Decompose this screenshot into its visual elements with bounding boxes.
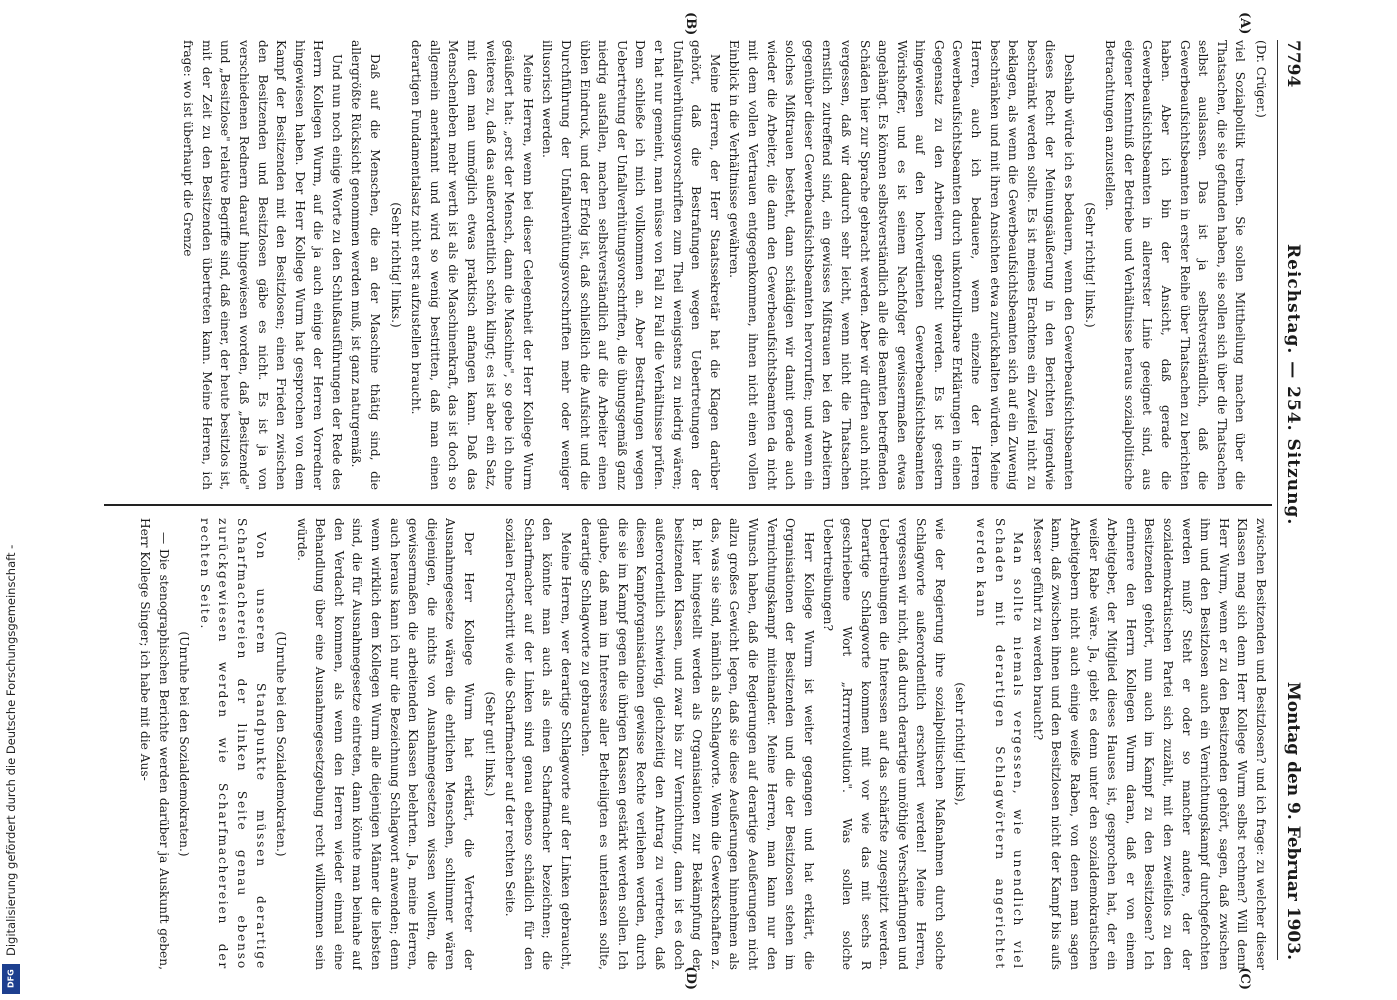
- paragraph: Und nun noch einige Worte zu den Schlußausführungen der Rede des Herrn Kollegen Wurm, auf die ja auch einige der Herren Vorredner hingewiesen haben. Der Herr Kollege Wurm hat gesprochen von dem Kampf der Besitzenden mit den Besitzlosen; einen Frieden zwischen den Besitzenden und Besitzlosen gäbe es nicht. Es ist ja von verschiedenen Rednern darauf hingewiesen worden, daß „Besitzende" und „Besitzlose" relative Begriffe sind, daß einer, der heute besitzlos ist, mit der Zeit zu den Besitzenden übertreten kann. Meine Herren, ich frage: wo ist überhaupt die Grenze: [181, 40, 344, 490]
- paragraph: Herr Kollege Wurm ist weiter gegangen und hat erklärt, die Organisationen der Besitzenden und die der Besitzlosen stehen im Vernichtungskampf miteinander. Meine Herren, man kann nur den Wunsch haben, daß die Regierungen auf derartige Aeußerungen nicht allzu großes Gewicht legen, daß sie diese Aeußerungen hinnehmen als das, was sie sind, nämlich als Schlagworte. Wenn die Gewerkschaften z. B. hier hingestellt werden als Organisationen zur Bekämpfung der besitzenden Klassen, und zwar bis zur Vernichtung, dann ist es doch außerordentlich schwierig, gleichzeitig den Antrag zu vertreten, daß diesen Kampforganisationen gewisse Rechte verliehen werden, durch die sie im Kampf gegen die übrigen Klassen gestärkt werden sollen. Ich glaube, daß man im Interesse aller Betheiligten es unterlassen sollte, derartige Schlagworte zu gebrauchen.: [578, 518, 816, 970]
- paragraph: Daß auf die Menschen, die an der Maschine thätig sind, die allergrößte Rücksicht genommen werden muß, ist ganz naturgemäß.: [349, 40, 383, 490]
- column-divider: [104, 504, 1272, 506]
- dfg-logo: DFG: [2, 964, 20, 994]
- interjection: (sehr richtig! links),: [953, 682, 968, 806]
- interjection: (Sehr richtig! links.): [388, 202, 403, 328]
- paragraph: Meine Herren, der Herr Staatssekretär hat die Klagen darüber gehört, daß die Bestrafungen wegen Uebertretungen der Unfallverhütungsvorschriften zum Theil wenigstens zu niedrig wären; er hat nur gemeint, man müsse von Fall zu Fall die Verhältnisse prüfen. Dem schließe ich mich vollkommen an. Aber Bestrafungen wegen Uebertretung der Unfallverhütungsvorschriften, die übungsgemäß ganz niedrig ausfallen, machen selbstverständlich auf die Arbeiter einen üblen Eindruck, und der Erfolg ist, daß schließlich die Aufsicht und die Durchführung der Unfallverhütungsvorschriften mehr oder weniger illusorisch werden.: [540, 40, 722, 490]
- margin-marker-a: (A): [1237, 12, 1252, 35]
- paragraph: viel Sozialpolitik treiben. Sie sollen Mittheilung machen über die Thatsachen, die sie gefunden haben, sie sollen sich über die Thatsachen selbst auslassen. Das ist ja selbstverständlich, daß die Gewerbeaufsichtsbeamten in erster Reihe über Thatsachen zu berichten haben. Aber ich bin der Ansicht, daß gerade die Gewerbeaufsichtsbeamten in allererster Linie geeignet sind, aus eigener Kenntniß der Betriebe und Verhältnisse heraus sozialpolitische Betrachtungen anzustellen.: [1103, 40, 1248, 490]
- interjection: (Sehr gut! links.): [482, 691, 497, 797]
- paragraph: — Die stenographischen Berichte werden darüber ja Auskunft geben, Herr Kollege Singer; ich habe mit die Aus-: [137, 518, 171, 970]
- margin-marker-b: (B): [683, 12, 698, 36]
- paragraph: Meine Herren, wenn bei dieser Gelegenheit der Herr Kollege Wurm geäußert hat: „erst der Mensch, dann die Maschine", so gebe ich ohne weiteres zu, daß das außerordentlich schön klingt; es ist aber ein Satz, mit dem man unmöglich etwas praktisch anfangen kann. Daß das Menschenleben mehr werth ist als die Maschinenkraft, das ist doch so allgemein anerkannt und wird so wenig bestritten, daß man einen derartigen Fundamentalsatz nicht erst aufzustellen braucht.: [409, 40, 535, 490]
- interjection: (Sehr richtig! links.): [1082, 202, 1097, 328]
- page-content: [104, 12, 1308, 990]
- session-title: Reichstag. — 254. Sitzung.: [1283, 243, 1303, 526]
- paragraph: Von unserem Standpunkte müssen derartige Scharfmachereien der linken Seite genau ebenso zurückgewiesen werden wie Scharfmachereien der rechten Seite.: [197, 518, 268, 970]
- speaker-name: (Dr. Crüger.): [1254, 40, 1268, 118]
- scanned-page: [86, 0, 1326, 1000]
- session-date: Montag den 9. Februar 1903.: [1283, 681, 1303, 960]
- paragraph: Deshalb würde ich es bedauern, wenn den Gewerbeaufsichtsbeamten dieses Recht der Meinungsäußerung in den Berichten irgendwie beschränkt werden sollte. Es ist meines Erachtens ein Zweifel nicht zu beklagen, als wenn die Gewerbeaufsichtsbeamten sich auf ein Zuwenig beschränken und mit ihren Ansichten etwa zurückhalten würden. Meine Herren, auch ich bedauere, wenn einzelne der Herren Gewerbeaufsichtsbeamten durch unkontrollirbare Erklärungen in einen Gegensatz zu den Arbeitern gebracht werden. Es ist gestern hingewiesen auf den hochverdienten Gewerbeaufsichtsbeamten Wörishoffer, und es ist seinem Nachfolger gewissermaßen etwas angehängt. Es können selbstverständlich alle die Beamten betreffenden Schäden hier zur Sprache gebracht werden. Aber wir dürfen auch nicht vergessen, daß wir dadurch sehr leicht, wenn nicht die Thatsachen ernstlich zutreffend sind, ein gewisses Mißtrauen bei den Arbeitern gegenüber dieser Gewerbeaufsichtsbeamten hervorrufen; und wenn ein solches Mißtrauen besteht, dann schädigen wir damit gerade auch wieder die Arbeiter, die dann den Gewerbeaufsichtsbeamten da nicht mit dem vollen Vertrauen entgegenkommen, ihnen nicht einen vollen Einblick in die Verhältnisse gewähren.: [727, 40, 1077, 490]
- paragraph: Meine Herren, wer derartige Schlagworte auf der Linken gebraucht, den könnte man auch als einen Scharfmacher bezeichnen; die Scharfmacher auf der Linken sind genau ebenso schädlich für den sozialen Fortschritt wie die Scharfmacher auf der rechten Seite.: [503, 518, 574, 970]
- paragraph: Man sollte niemals vergessen, wie unendlich viel Schaden mit derartigen Schlagwörtern angerichtet werden kann: [974, 518, 1026, 970]
- left-column: [104, 40, 1270, 490]
- interjection: (Unruhe bei den Sozialdemokraten.): [274, 631, 289, 857]
- digitization-credit-strip: [0, 0, 22, 1000]
- page-header: [1277, 40, 1308, 960]
- paragraph: wie der Regierung ihre sozialpolitischen Maßnahmen durch solche Schlagworte außerordentlich erschwert werden! Meine Herren, vergessen wir nicht, daß durch derartige unnöthige Verschärfungen und Uebertreibungen die Interessen auf das schärfste zugespitzt werden. Derartige Schlagworte kommen mit vor wie das mit sechs R geschriebene Wort „Rrrrrrevolution". Was sollen solche Uebertreibungen?: [821, 518, 947, 970]
- page-number: 7794: [1283, 40, 1303, 88]
- right-column: [104, 518, 1270, 970]
- paragraph: Der Herr Kollege Wurm hat erklärt, die Vertreter der Ausnahmegesetze wären die ehrlichen Menschen, schlimmer wären diejenigen, die nichts von Ausnahmegesetzen wissen wollten, die gewissermaßen die arbeitenden Klassen belehrten. Ja, meine Herren, auch heraus kann ich nur die Bezeichnung Schlagwort anwenden; denn wenn wirklich dem Kollegen Wurm alle diejenigen Männer die liebsten sind, die für Ausnahmegesetze eintreten, dann könnte man beinahe auf den Verdacht kommen, als wenn den Herren wieder einmal eine Behandlung über eine Ausnahmegesetzgebung recht willkommen sein würde.: [294, 518, 477, 970]
- digitization-credit-text: Digitalisierung gefördert durch die Deutsche Forschungsgemeinschaft -: [4, 544, 18, 956]
- paragraph: zwischen Besitzenden und Besitzlosen? und ich frage: zu welcher dieser Klassen mag sich denn Herr Kollege Wurm selbst rechnen? Will denn Herr Wurm, wenn er zu den Besitzenden gehört, sagen, daß zwischen ihm und den Besitzlosen auch ein Vernichtungskampf durchgefochten werden muß? Steht er oder so mancher andere, der der sozialdemokratischen Partei sich zuzählt, mit den zweifellos zu den Besitzenden gehört, nun auch im Kampf zu den Besitzlosen? Ich erinnere den Herrn Kollegen Wurm daran, daß er von einem Arbeitgeber, der Mitglied dieses Hauses ist, gesprochen hat, der ein weißer Rabe wäre. Ja, giebt es denn unter den sozialdemokratischen Arbeitgebern nicht auch einige weiße Raben, von denen man sagen kann, daß zwischen ihnen und den Besitzlosen nicht der Kampf bis aufs Messer geführt zu werden braucht?: [1030, 518, 1268, 970]
- margin-marker-c: (C): [1237, 967, 1252, 990]
- margin-marker-d: (D): [683, 966, 698, 990]
- interjection: (Unruhe bei den Sozialdemokraten.): [177, 631, 192, 857]
